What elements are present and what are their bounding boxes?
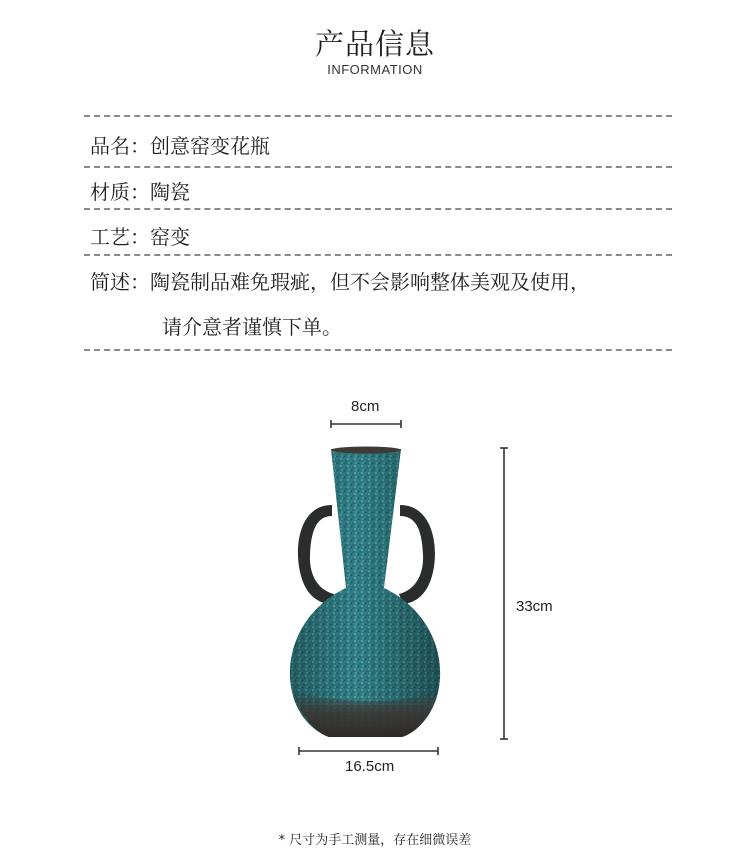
dimension-line-bottom [299,747,438,755]
dimension-line-top [331,420,401,428]
dimension-line-height [500,448,508,739]
info-value: 陶瓷制品难免瑕疵，但不会影响整体美观及使用， [150,270,590,294]
info-value: 窑变 [150,225,190,249]
info-label: 品名： [90,134,150,158]
dimension-label-bottom-width: 16.5cm [345,758,395,775]
section-subtitle: INFORMATION [327,62,423,77]
info-label: 工艺： [90,225,150,249]
dimension-label-top-width: 8cm [351,398,380,415]
info-value: 陶瓷 [150,180,190,204]
section-title: 产品信息 [314,27,435,61]
info-value-continued: 请介意者谨慎下单。 [162,315,342,339]
dimension-label-height: 33cm [516,598,553,615]
info-label: 简述： [90,270,150,294]
info-label: 材质： [90,180,150,204]
info-value: 创意窑变花瓶 [150,134,270,158]
vase-handle-left [298,505,334,604]
measurement-footnote: * 尺寸为手工测量，存在细微误差 [278,833,472,848]
vase-handle-right [399,505,435,604]
vase-rim [331,447,401,454]
